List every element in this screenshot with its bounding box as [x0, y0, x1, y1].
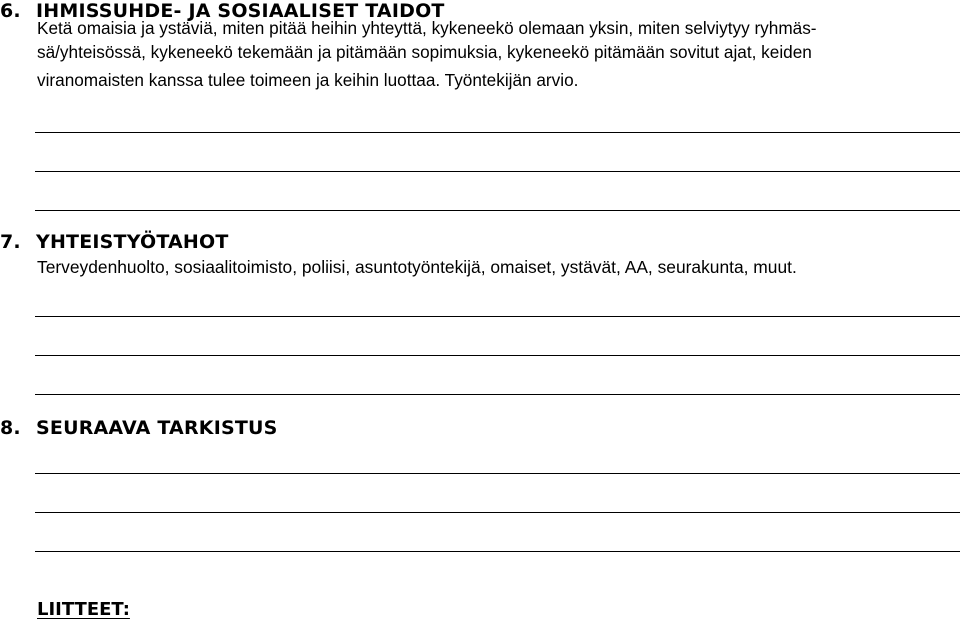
- section-6-text-line-1: Ketä omaisia ja ystäviä, miten pitää heihin yhteyttä, kykeneekö olemaan yksin, miten selviytyy ryhmäs-: [37, 18, 817, 38]
- section-6-number: 6.: [0, 0, 21, 22]
- answer-line: [35, 355, 960, 356]
- section-7-heading: [0, 231, 229, 253]
- section-6-text-line-3: viranomaisten kanssa tulee toimeen ja keihin luottaa. Työntekijän arvio.: [37, 70, 579, 90]
- section-8-heading: [0, 417, 278, 439]
- answer-line: [35, 132, 960, 133]
- answer-line: [35, 473, 960, 474]
- answer-line: [35, 316, 960, 317]
- section-7-title: YHTEISTYÖTAHOT: [36, 231, 229, 253]
- section-6-title: IHMISSUHDE- JA SOSIAALISET TAIDOT: [36, 0, 445, 22]
- answer-line: [35, 171, 960, 172]
- answer-line: [35, 210, 960, 211]
- section-7-number: 7.: [0, 231, 21, 253]
- answer-line: [35, 551, 960, 552]
- section-8-number: 8.: [0, 417, 21, 439]
- section-7-text-line-1: Terveydenhuolto, sosiaalitoimisto, poliisi, asuntotyöntekijä, omaiset, ystävät, AA, seurakunta, muut.: [37, 257, 797, 277]
- section-6-text-line-2: sä/yhteisössä, kykeneekö tekemään ja pitämään sopimuksia, kykeneekö pitämään sovitut ajat, keiden: [37, 42, 812, 62]
- section-8-title: SEURAAVA TARKISTUS: [36, 417, 278, 439]
- answer-line: [35, 512, 960, 513]
- answer-line: [35, 394, 960, 395]
- attachments-label: LIITTEET:: [37, 599, 130, 620]
